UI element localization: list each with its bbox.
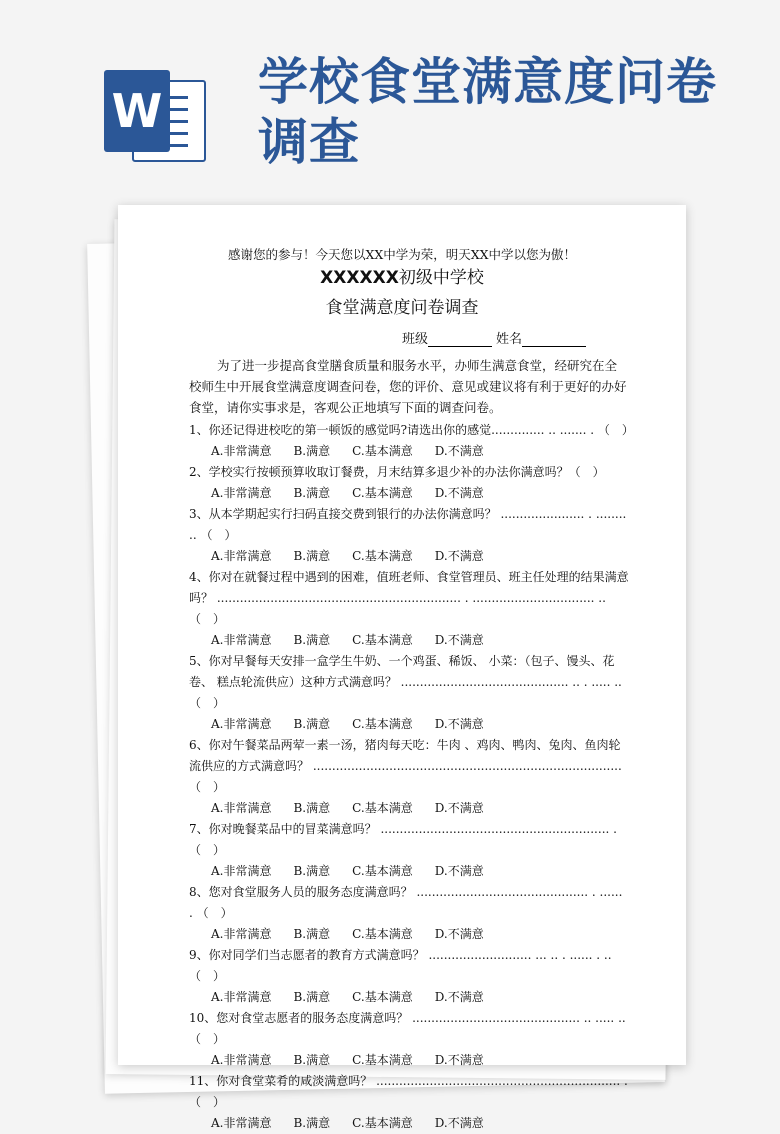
answer-options xyxy=(189,714,629,735)
answer-option[interactable]: B.满意 xyxy=(293,990,331,1004)
answer-option[interactable]: C.基本满意 xyxy=(352,1053,413,1067)
answer-option[interactable]: D.不满意 xyxy=(434,717,484,731)
answer-option[interactable]: A.非常满意 xyxy=(211,801,272,815)
answer-option[interactable]: C.基本满意 xyxy=(352,717,413,731)
answer-option[interactable]: D.不满意 xyxy=(434,801,484,815)
answer-options xyxy=(189,630,629,651)
answer-option[interactable]: A.非常满意 xyxy=(211,1116,272,1130)
document-title: 食堂满意度问卷调查 xyxy=(325,298,479,318)
answer-option[interactable]: B.满意 xyxy=(293,1116,331,1130)
answer-option[interactable]: B.满意 xyxy=(293,1053,331,1067)
answer-option[interactable]: A.非常满意 xyxy=(211,927,272,941)
answer-options xyxy=(189,861,629,882)
class-label: 班级 xyxy=(401,332,428,347)
question-text: 2、学校实行按顿预算收取订餐费，月末结算多退少补的办法你满意吗？（ ） xyxy=(189,465,605,479)
answer-option[interactable]: C.基本满意 xyxy=(352,1116,413,1130)
answer-option[interactable]: D.不满意 xyxy=(434,864,484,878)
question-item xyxy=(189,462,629,504)
answer-option[interactable]: D.不满意 xyxy=(434,633,484,647)
answer-option[interactable]: D.不满意 xyxy=(434,927,484,941)
answer-options xyxy=(189,798,629,819)
question-text: 6、你对午餐菜品两荤一素一汤，猪肉每天吃：牛肉 、鸡肉、鸭肉、兔肉、鱼肉轮流供应的方式满意吗？ ................................................................................. （ ） xyxy=(189,738,622,794)
question-list xyxy=(189,420,634,1134)
answer-option[interactable]: C.基本满意 xyxy=(352,633,413,647)
answer-option[interactable]: B.满意 xyxy=(293,486,331,500)
question-item xyxy=(189,504,629,567)
question-text: 7、你对晚餐菜品中的冒菜满意吗？ ............................................................ . （ ） xyxy=(189,822,617,857)
question-text: 8、您对食堂服务人员的服务态度满意吗？ ............................................. . ...... . （ ） xyxy=(189,885,623,920)
school-name xyxy=(118,263,686,288)
question-text: 11、你对食堂菜肴的咸淡满意吗？ ................................................................ . （ ） xyxy=(189,1074,628,1109)
answer-option[interactable]: C.基本满意 xyxy=(352,990,413,1004)
name-label: 姓名 xyxy=(495,332,522,347)
question-text: 5、你对早餐每天安排一盒学生牛奶、一个鸡蛋、稀饭、 小菜：（包子、馒头、花卷、 糕点轮流供应）这种方式满意吗？ ............................................ .. . ..... .. （ ） xyxy=(189,654,622,710)
question-item xyxy=(189,651,629,735)
answer-option[interactable]: C.基本满意 xyxy=(352,444,413,458)
answer-options xyxy=(189,924,629,945)
answer-option[interactable]: D.不满意 xyxy=(434,549,484,563)
question-item xyxy=(189,882,629,945)
answer-option[interactable]: C.基本满意 xyxy=(352,549,413,563)
question-item xyxy=(189,945,629,1008)
answer-option[interactable]: D.不满意 xyxy=(434,486,484,500)
answer-option[interactable]: C.基本满意 xyxy=(352,486,413,500)
question-text: 4、你对在就餐过程中遇到的困难，值班老师、食堂管理员、班主任处理的结果满意吗？ ................................................................ . ................................ .. （ ） xyxy=(189,570,629,626)
school-code: XXXXXX xyxy=(320,268,399,288)
answer-option[interactable]: B.满意 xyxy=(293,927,331,941)
answer-option[interactable]: B.满意 xyxy=(293,864,331,878)
answer-option[interactable]: D.不满意 xyxy=(434,1116,484,1130)
question-item xyxy=(189,1008,629,1071)
question-item xyxy=(189,1071,629,1134)
questionnaire-page xyxy=(118,205,686,1130)
answer-option[interactable]: B.满意 xyxy=(293,633,331,647)
answer-option[interactable]: A.非常满意 xyxy=(211,549,272,563)
word-letter: W xyxy=(104,70,170,152)
answer-option[interactable]: A.非常满意 xyxy=(211,864,272,878)
question-text: 9、你对同学们当志愿者的教育方式满意吗？ ........................... ... .. . ...... . .. （ ） xyxy=(189,948,612,983)
thanks-line: 感谢您的参与！今天您以XX中学为荣，明天XX中学以您为傲！ xyxy=(227,247,577,262)
answer-options xyxy=(189,546,629,567)
answer-option[interactable]: D.不满意 xyxy=(434,444,484,458)
question-item xyxy=(189,819,629,882)
school-suffix: 初级中学校 xyxy=(398,268,484,288)
answer-option[interactable]: B.满意 xyxy=(293,549,331,563)
answer-option[interactable]: A.非常满意 xyxy=(211,633,272,647)
answer-option[interactable]: B.满意 xyxy=(293,717,331,731)
answer-options xyxy=(189,1050,629,1071)
answer-options xyxy=(189,441,629,462)
intro-paragraph: 为了进一步提高食堂膳食质量和服务水平，办师生满意食堂，经研究在全校师生中开展食堂满意度调查问卷，您的评价、意见或建议将有利于更好的办好食堂，请你实事求是，客观公正地填写下面的调查问卷。 xyxy=(189,358,627,415)
answer-option[interactable]: C.基本满意 xyxy=(352,864,413,878)
class-name-fields xyxy=(402,328,590,347)
header-area xyxy=(0,0,780,200)
question-text: 1、你还记得进校吃的第一顿饭的感觉吗?请选出你的感觉.............. .. ....... . （ ） xyxy=(189,423,634,437)
word-document-icon xyxy=(104,70,208,164)
answer-option[interactable]: A.非常满意 xyxy=(211,486,272,500)
question-item xyxy=(189,735,629,819)
question-text: 10、您对食堂志愿者的服务态度满意吗？ ............................................ .. ..... .. （ ） xyxy=(189,1011,626,1046)
answer-option[interactable]: A.非常满意 xyxy=(211,444,272,458)
answer-option[interactable]: A.非常满意 xyxy=(211,990,272,1004)
answer-options xyxy=(189,1113,629,1134)
answer-option[interactable]: A.非常满意 xyxy=(211,717,272,731)
answer-option[interactable]: D.不满意 xyxy=(434,1053,484,1067)
question-item xyxy=(189,567,629,651)
answer-options xyxy=(189,483,629,504)
question-text: 3、从本学期起实行扫码直接交费到银行的办法你满意吗？ ...................... . ........ .. （ ） xyxy=(189,507,627,542)
class-blank[interactable] xyxy=(428,334,492,347)
answer-option[interactable]: D.不满意 xyxy=(434,990,484,1004)
name-blank[interactable] xyxy=(522,334,586,347)
answer-options xyxy=(189,987,629,1008)
answer-option[interactable]: C.基本满意 xyxy=(352,927,413,941)
question-item xyxy=(189,420,634,462)
answer-option[interactable]: B.满意 xyxy=(293,801,331,815)
hero-title: 学校食堂满意度问卷调查 xyxy=(258,53,717,171)
answer-option[interactable]: C.基本满意 xyxy=(352,801,413,815)
answer-option[interactable]: A.非常满意 xyxy=(211,1053,272,1067)
answer-option[interactable]: B.满意 xyxy=(293,444,331,458)
